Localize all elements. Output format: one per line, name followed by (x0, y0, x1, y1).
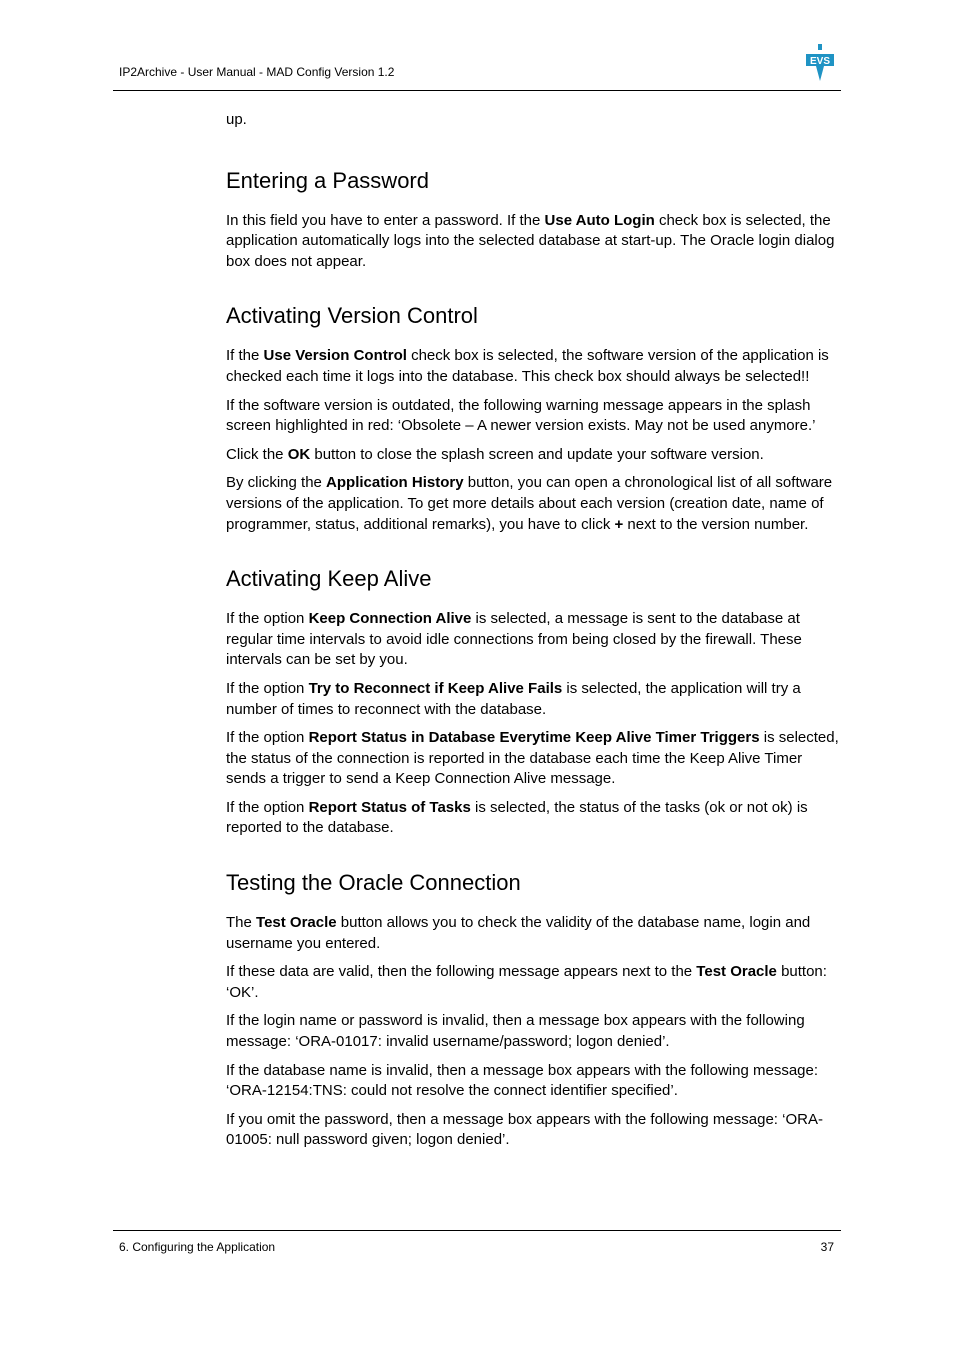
paragraph: If the option Keep Connection Alive is selected, a message is sent to the database at regular time intervals to avoid idle connections from being closed by the firewall. These intervals can be set by you. (226, 610, 802, 669)
paragraph: Click the OK button to close the splash screen and update your software version. (226, 445, 764, 463)
paragraph: If the option Report Status of Tasks is selected, the status of the tasks (ok or not ok) is reported to the database. (226, 798, 808, 837)
header-title: IP2Archive - User Manual - MAD Config Version 1.2 (119, 65, 395, 79)
paragraph: In this field you have to enter a password. If the Use Auto Login check box is selected, the application automatically logs into the selected database at start-up. The Oracle login dialog box does not appear. (226, 211, 835, 270)
page-content (226, 110, 840, 1159)
page-number: 37 (820, 1240, 834, 1254)
footer-chapter: 6. Configuring the Application (119, 1240, 276, 1254)
heading-testing-oracle: Testing the Oracle Connection (226, 870, 521, 896)
paragraph: The Test Oracle button allows you to check the validity of the database name, login and username you entered. (226, 914, 811, 952)
heading-keep-alive: Activating Keep Alive (226, 566, 432, 592)
paragraph: If the software version is outdated, the following warning message appears in the splash screen highlighted in red: ‘Obsolete – A newer version exists. May not be used anymore.’ (226, 396, 816, 435)
heading-version-control: Activating Version Control (226, 303, 478, 329)
paragraph: If the database name is invalid, then a message box appears with the following message: ‘ORA-12154:TNS: could not resolve the connect identifier specified’. (226, 1061, 819, 1100)
evs-logo (804, 44, 836, 82)
paragraph: If the Use Version Control check box is selected, the software version of the application is checked each time it logs into the database. This check box should always be selected!! (226, 347, 829, 385)
paragraph: By clicking the Application History button, you can open a chronological list of all software versions of the application. To get more details about each version (creation date, name of programmer, status, additional remarks), you have to click + next to the version number. (226, 474, 833, 533)
header-rule (113, 90, 841, 91)
heading-entering-password: Entering a Password (226, 167, 429, 193)
intro-text: up. (226, 111, 247, 128)
paragraph: If the option Try to Reconnect if Keep Alive Fails is selected, the application will try a number of times to reconnect with the database. (226, 679, 801, 718)
paragraph: If you omit the password, then a message box appears with the following message: ‘ORA-01005: null password given; logon denied’. (226, 1110, 823, 1149)
logo-text: EVS (809, 56, 831, 67)
paragraph: If the login name or password is invalid, then a message box appears with the following message: ‘ORA-01017: invalid username/password; logon denied’. (226, 1012, 805, 1051)
paragraph: If the option Report Status in Database Everytime Keep Alive Timer Triggers is selected, the status of the connection is reported in the database each time the Keep Alive Timer sends a trigger to send a Keep Connection Alive message. (226, 729, 839, 788)
footer-rule (113, 1230, 841, 1231)
paragraph: If these data are valid, then the following message appears next to the Test Oracle button: ‘OK’. (226, 963, 827, 1001)
